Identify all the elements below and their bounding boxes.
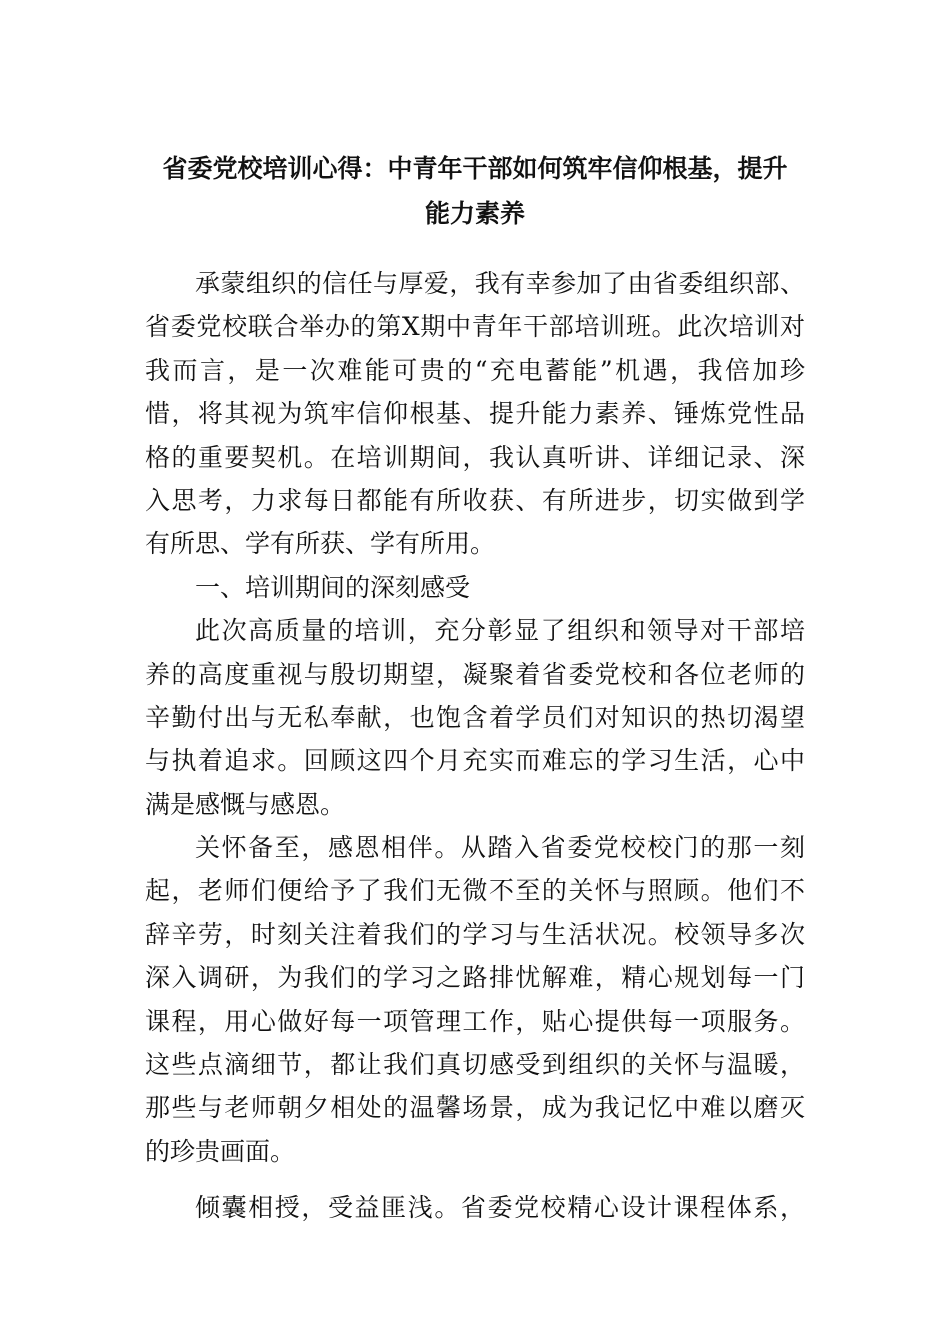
text-line: 关怀备至，感恩相伴。从踏入省委党校校门的那一刻 xyxy=(195,833,805,863)
document-body xyxy=(145,262,805,1230)
paragraph xyxy=(145,826,805,1186)
text-line: 与执着追求。回顾这四个月充实而难忘的学习生活，心中 xyxy=(145,746,805,776)
document-title xyxy=(100,146,850,236)
section-heading xyxy=(145,566,805,609)
text-line: 这些点滴细节，都让我们真切感受到组织的关怀与温暖， xyxy=(145,1050,805,1080)
text-line: 满是感慨与感恩。 xyxy=(145,789,346,819)
text-line: 养的高度重视与殷切期望，凝聚着省委党校和各位老师的 xyxy=(145,659,805,689)
text-line: 倾囊相授，受益匪浅。省委党校精心设计课程体系， xyxy=(195,1193,805,1223)
text-line: 省委党校联合举办的第X期中青年干部培训班。此次培训对 xyxy=(145,312,805,342)
text-line: 课程，用心做好每一项管理工作，贴心提供每一项服务。 xyxy=(145,1006,805,1036)
text-line: 惜，将其视为筑牢信仰根基、提升能力素养、锤炼党性品 xyxy=(145,399,805,429)
text-line: 承蒙组织的信任与厚爱，我有幸参加了由省委组织部、 xyxy=(195,269,805,298)
text-line: 格的重要契机。在培训期间，我认真听讲、详细记录、深 xyxy=(145,442,805,472)
text-line: 辞辛劳，时刻关注着我们的学习与生活状况。校领导多次 xyxy=(145,919,805,949)
text-line: 起，老师们便给予了我们无微不至的关怀与照顾。他们不 xyxy=(145,876,805,906)
text-line: 入思考，力求每日都能有所收获、有所进步，切实做到学 xyxy=(145,485,805,515)
text-line: 那些与老师朝夕相处的温馨场景，成为我记忆中难以磨灭 xyxy=(145,1093,805,1123)
text-line: 有所思、学有所获、学有所用。 xyxy=(145,529,496,559)
title-line: 省委党校培训心得：中青年干部如何筑牢信仰根基，提升 xyxy=(162,154,788,183)
text-line: 我而言，是一次难能可贵的“充电蓄能”机遇，我倍加珍 xyxy=(145,355,805,385)
paragraph xyxy=(145,1186,805,1229)
paragraph xyxy=(145,262,805,566)
text-line: 辛勤付出与无私奉献，也饱含着学员们对知识的热切渴望 xyxy=(145,702,805,732)
paragraph xyxy=(145,609,805,826)
text-line: 一、培训期间的深刻感受 xyxy=(195,572,471,602)
text-line: 深入调研，为我们的学习之路排忧解难，精心规划每一门 xyxy=(145,963,805,993)
text-line: 此次高质量的培训，充分彰显了组织和领导对干部培 xyxy=(195,616,805,646)
title-line: 能力素养 xyxy=(424,199,525,228)
text-line: 的珍贵画面。 xyxy=(145,1136,296,1166)
